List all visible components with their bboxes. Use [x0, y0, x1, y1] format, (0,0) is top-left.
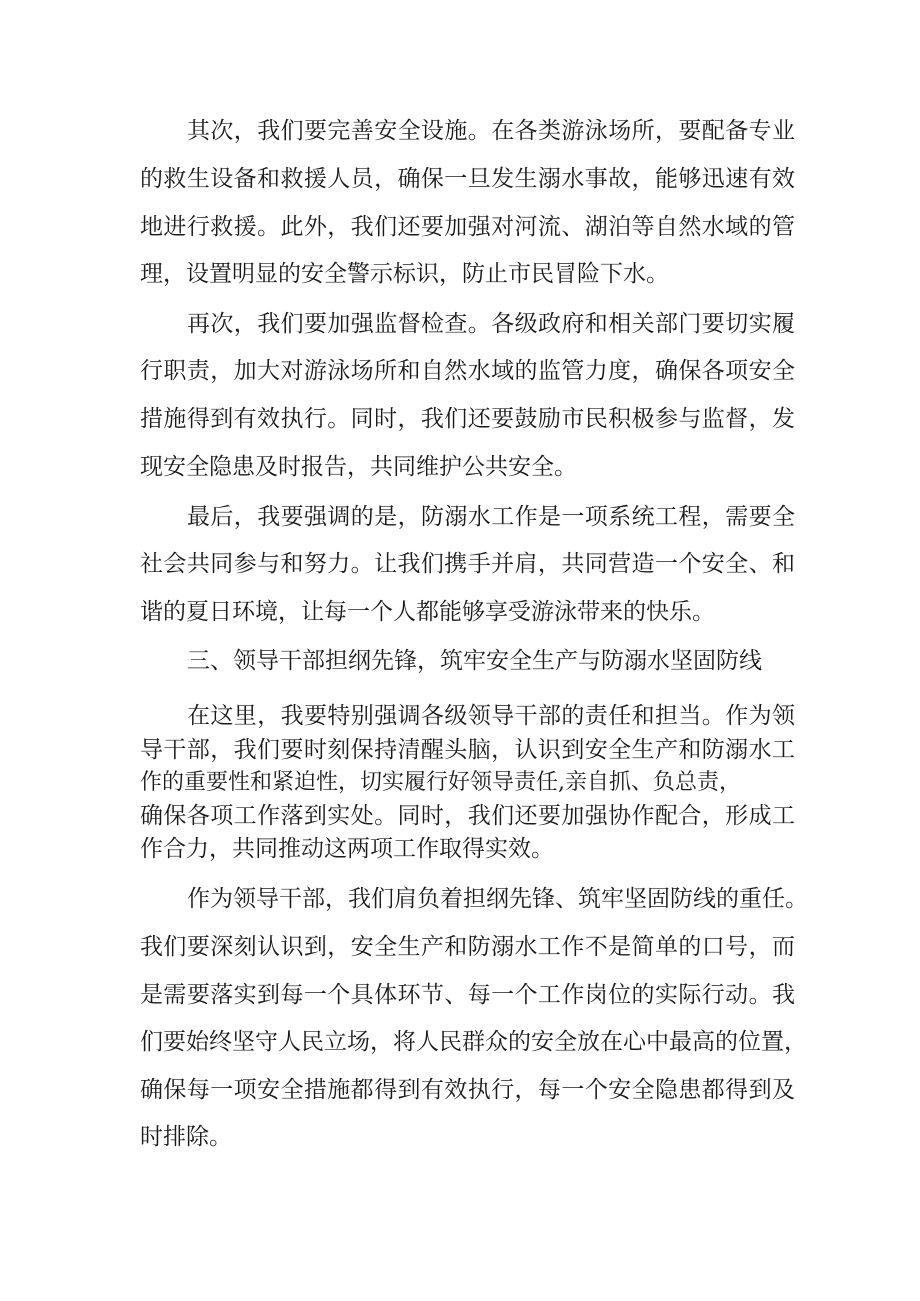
- paragraph-5-line-6: 时排除。: [140, 1124, 232, 1150]
- paragraph-4-line-2: 导干部，我们要时刻保持清醒头脑，认识到安全生产和防溺水工: [140, 737, 795, 763]
- paragraph-1-line-2: 的救生设备和救援人员，确保一旦发生溺水事故，能够迅速有效: [140, 166, 795, 192]
- paragraph-5-line-2: 我们要深刻认识到，安全生产和防溺水工作不是简单的口号，而: [140, 934, 795, 960]
- paragraph-5-line-1: 作为领导干部，我们肩负着担纲先锋、筑牢坚固防线的重任。: [187, 886, 808, 912]
- section-heading: 三、领导干部担纲先锋，筑牢安全生产与防溺水坚固防线: [187, 648, 762, 674]
- paragraph-2-line-2: 行职责，加大对游泳场所和自然水域的监管力度，确保各项安全: [140, 358, 795, 384]
- paragraph-2-line-4: 现安全隐患及时报告，共同维护公共安全。: [140, 454, 577, 480]
- paragraph-3-line-2: 社会共同参与和努力。让我们携手并肩，共同营造一个安全、和: [140, 551, 795, 577]
- paragraph-2-line-3: 措施得到有效执行。同时，我们还要鼓励市民积极参与监督，发: [140, 406, 795, 432]
- paragraph-4-line-1: 在这里，我要特别强调各级领导干部的责任和担当。作为领: [187, 703, 795, 729]
- paragraph-5-line-4: 们要始终坚守人民立场，将人民群众的安全放在心中最高的位置，: [140, 1029, 807, 1055]
- paragraph-5-line-3: 是需要落实到每一个具体环节、每一个工作岗位的实际行动。我: [140, 982, 795, 1008]
- paragraph-1-line-4: 理，设置明显的安全警示标识，防止市民冒险下水。: [140, 261, 669, 287]
- paragraph-4-line-4: 确保各项工作落到实处。同时，我们还要加强协作配合，形成工: [140, 803, 795, 829]
- paragraph-1-line-1: 其次，我们要完善安全设施。在各类游泳场所，要配备专业: [187, 118, 795, 144]
- paragraph-4-line-5: 作合力，共同推动这两项工作取得实效。: [140, 836, 554, 862]
- paragraph-2-line-1: 再次，我们要加强监督检查。各级政府和相关部门要切实履: [187, 311, 795, 337]
- paragraph-3-line-1: 最后，我要强调的是，防溺水工作是一项系统工程，需要全: [187, 504, 795, 530]
- paragraph-5-line-5: 确保每一项安全措施都得到有效执行，每一个安全隐患都得到及: [140, 1077, 795, 1103]
- paragraph-1-line-3: 地进行救援。此外，我们还要加强对河流、湖泊等自然水域的管: [140, 214, 795, 240]
- paragraph-4-line-3: 作的重要性和紧迫性，切实履行好领导责任,亲自抓、负总责，: [140, 770, 741, 795]
- paragraph-3-line-3: 谐的夏日环境，让每一个人都能够享受游泳带来的快乐。: [140, 599, 715, 625]
